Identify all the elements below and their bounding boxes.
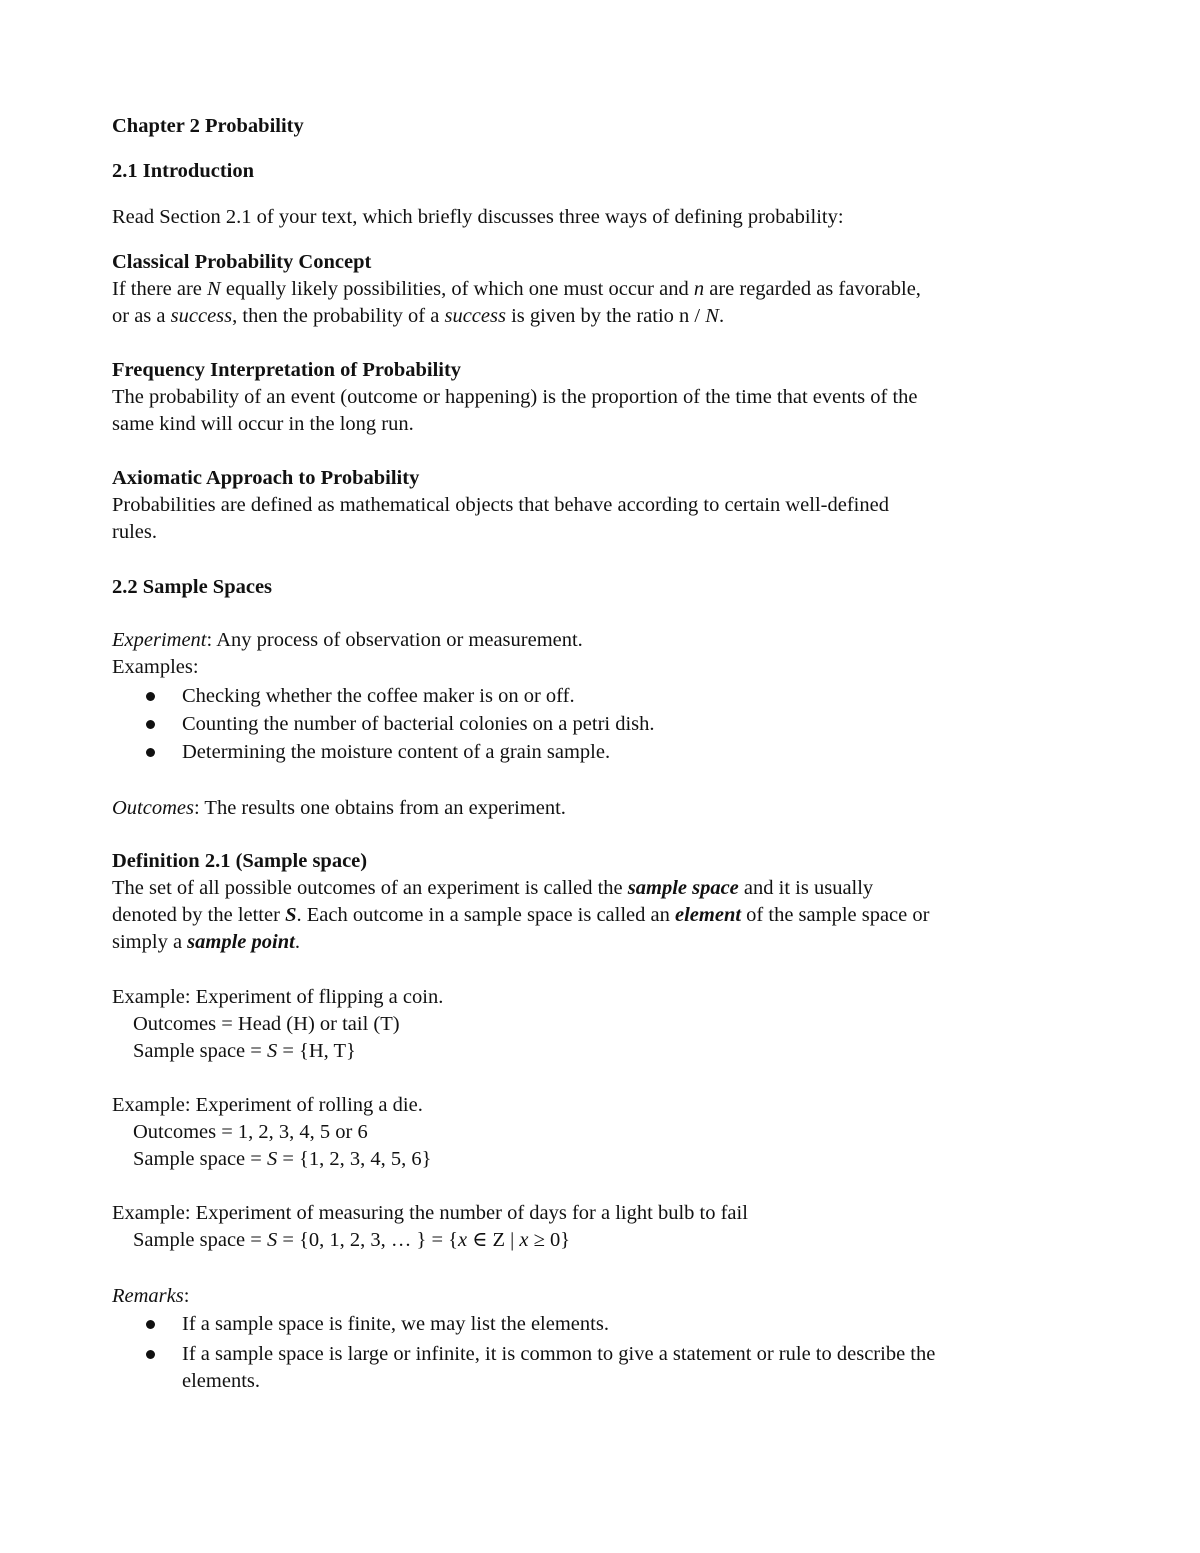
axiomatic-line-2: rules. — [112, 521, 157, 543]
examples-label: Examples: — [112, 656, 199, 678]
bullet-icon — [146, 720, 155, 729]
bulb-sample-space: Sample space = S = {0, 1, 2, 3, … } = {x ∈ Z | x ≥ 0} — [133, 1229, 571, 1251]
list-item: If a sample space is large or infinite, it is common to give a statement or rule to describe the — [182, 1340, 935, 1368]
frequency-line-2: same kind will occur in the long run. — [112, 413, 414, 435]
frequency-line-1: The probability of an event (outcome or happening) is the proportion of the time that events of the — [112, 386, 918, 408]
frequency-heading: Frequency Interpretation of Probability — [112, 359, 462, 381]
bullet-icon — [146, 1320, 155, 1329]
bullet-icon — [146, 692, 155, 701]
list-item: Determining the moisture content of a grain sample. — [182, 738, 610, 766]
definition-heading: Definition 2.1 (Sample space) — [112, 850, 368, 872]
list-item: If a sample space is finite, we may list the elements. — [182, 1310, 609, 1338]
section-2-2-heading: 2.2 Sample Spaces — [112, 576, 273, 598]
definition-line-2: denoted by the letter S. Each outcome in a sample space is called an element of the sample space or — [112, 904, 930, 926]
coin-sample-space: Sample space = S = {H, T} — [133, 1040, 356, 1062]
remarks-label: Remarks: — [112, 1285, 190, 1307]
die-sample-space: Sample space = S = {1, 2, 3, 4, 5, 6} — [133, 1148, 432, 1170]
coin-outcomes: Outcomes = Head (H) or tail (T) — [133, 1013, 400, 1035]
outcomes-definition: Outcomes: The results one obtains from an experiment. — [112, 797, 566, 819]
experiment-definition: Experiment: Any process of observation or measurement. — [112, 629, 583, 651]
section-2-1-heading: 2.1 Introduction — [112, 160, 255, 182]
axiomatic-line-1: Probabilities are defined as mathematical objects that behave according to certain well-defined — [112, 494, 889, 516]
definition-line-3: simply a sample point. — [112, 931, 300, 953]
classical-line-1: If there are N equally likely possibilities, of which one must occur and n are regarded as favorable, — [112, 278, 921, 300]
die-outcomes: Outcomes = 1, 2, 3, 4, 5 or 6 — [133, 1121, 368, 1143]
list-item: Checking whether the coffee maker is on or off. — [182, 682, 575, 710]
list-item: Counting the number of bacterial colonies on a petri dish. — [182, 710, 655, 738]
bullet-icon — [146, 1350, 155, 1359]
bulb-example-title: Example: Experiment of measuring the number of days for a light bulb to fail — [112, 1202, 748, 1224]
die-example-title: Example: Experiment of rolling a die. — [112, 1094, 423, 1116]
bullet-icon — [146, 748, 155, 757]
axiomatic-heading: Axiomatic Approach to Probability — [112, 467, 420, 489]
coin-example-title: Example: Experiment of flipping a coin. — [112, 986, 444, 1008]
classical-line-2: or as a success, then the probability of a success is given by the ratio n / N. — [112, 305, 725, 327]
chapter-title: Chapter 2 Probability — [112, 115, 304, 137]
definition-line-1: The set of all possible outcomes of an experiment is called the sample space and it is usually — [112, 877, 874, 899]
intro-paragraph: Read Section 2.1 of your text, which briefly discusses three ways of defining probability: — [112, 206, 844, 228]
classical-heading: Classical Probability Concept — [112, 251, 372, 273]
list-item-continuation: elements. — [182, 1370, 260, 1392]
